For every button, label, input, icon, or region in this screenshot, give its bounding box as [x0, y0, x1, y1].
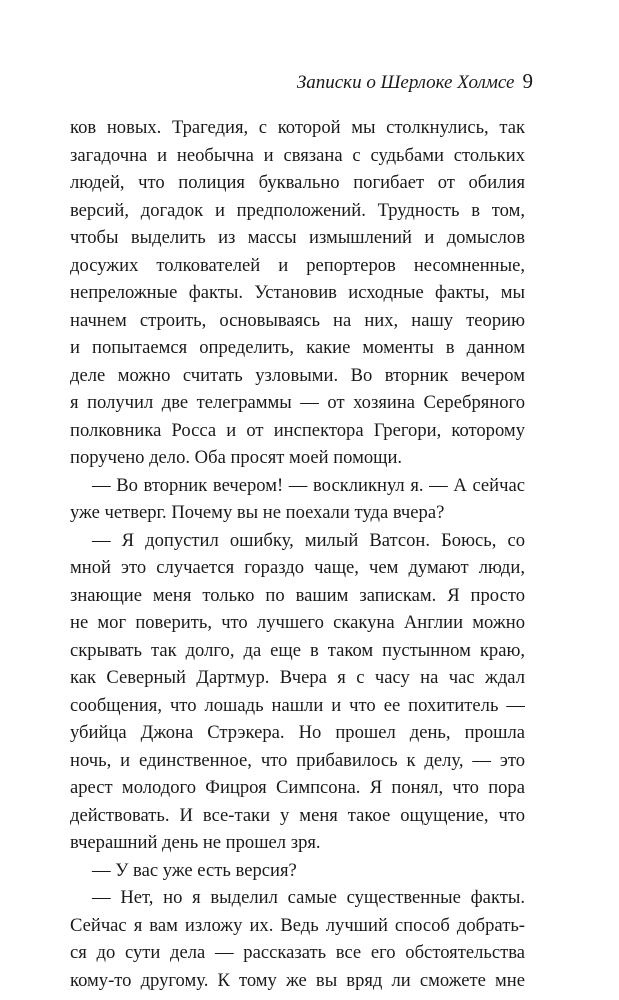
text-line: не мог поверить, что лучшего скакуна Англии можно — [70, 612, 525, 633]
text-line: кому-то другому. К тому же вы вряд ли сможете мне — [70, 969, 525, 991]
text-line: убийца Джона Стрэкера. Но прошел день, прошла — [70, 722, 525, 743]
text-line: полковника Росса и от инспектора Грегори, которому — [70, 419, 525, 441]
text-line: вчерашний день не прошел зря. — [70, 832, 321, 853]
book-title: Записки о Шерлоке Холмсе — [296, 72, 515, 93]
text-line: действовать. И все-таки у меня такое ощущение, что — [70, 804, 525, 826]
text-line: — Во вторник вечером! — воскликнул я. — А сейчас — [92, 474, 525, 496]
page-number: 9 — [522, 69, 533, 93]
running-header — [297, 68, 533, 96]
text-line: сообщения, что лошадь нашли и что ее похититель — — [70, 694, 525, 716]
text-line: — У вас уже есть версия? — [92, 859, 297, 881]
text-line: чтобы выделить из массы измышлений и домыслов — [70, 227, 525, 248]
text-body — [70, 114, 525, 994]
text-line: досужих толкователей и репортеров несомненные, — [70, 254, 525, 276]
text-line: загадочна и необычна и связана с судьбами стольких — [70, 144, 525, 166]
text-line: как Северный Дартмур. Вчера я с часу на час ждал — [70, 667, 525, 688]
text-line: мной это случается гораздо чаще, чем думают люди, — [70, 557, 525, 578]
text-line: Сейчас я вам изложу их. Ведь лучший способ добрать- — [70, 914, 525, 936]
text-line: ночь, и единственное, что прибавилось к делу, — это — [70, 749, 525, 771]
text-line: скрывать так долго, да еще в таком пустынном краю, — [70, 639, 525, 661]
text-line: я получил две телеграммы — от хозяина Серебряного — [70, 392, 525, 413]
text-line: и попытаемся определить, какие моменты в данном — [70, 337, 525, 358]
text-line: знающие меня только по вашим запискам. Я просто — [70, 584, 525, 606]
text-line: версий, догадок и предположений. Трудность в том, — [70, 199, 525, 221]
text-line: людей, что полиция буквально погибает от обилия — [70, 172, 525, 193]
text-line: ся до сути дела — рассказать все его обстоятельства — [70, 942, 525, 963]
text-line: ков новых. Трагедия, с которой мы столкнулись, так — [70, 117, 525, 138]
text-line: непреложные факты. Установив исходные факты, мы — [70, 282, 525, 303]
text-line: — Я допустил ошибку, милый Ватсон. Боюсь, со — [92, 529, 525, 551]
text-line: — Нет, но я выделил самые существенные факты. — [92, 887, 525, 908]
text-line: начнем строить, основываясь на них, нашу теорию — [70, 309, 525, 331]
text-line: арест молодого Фицроя Симпсона. Я понял, что пора — [70, 777, 525, 798]
text-line: уже четверг. Почему вы не поехали туда вчера? — [70, 502, 445, 523]
text-line: поручено дело. Оба просят моей помощи. — [70, 447, 403, 468]
text-line: деле можно считать узловыми. Во вторник вечером — [70, 364, 525, 386]
